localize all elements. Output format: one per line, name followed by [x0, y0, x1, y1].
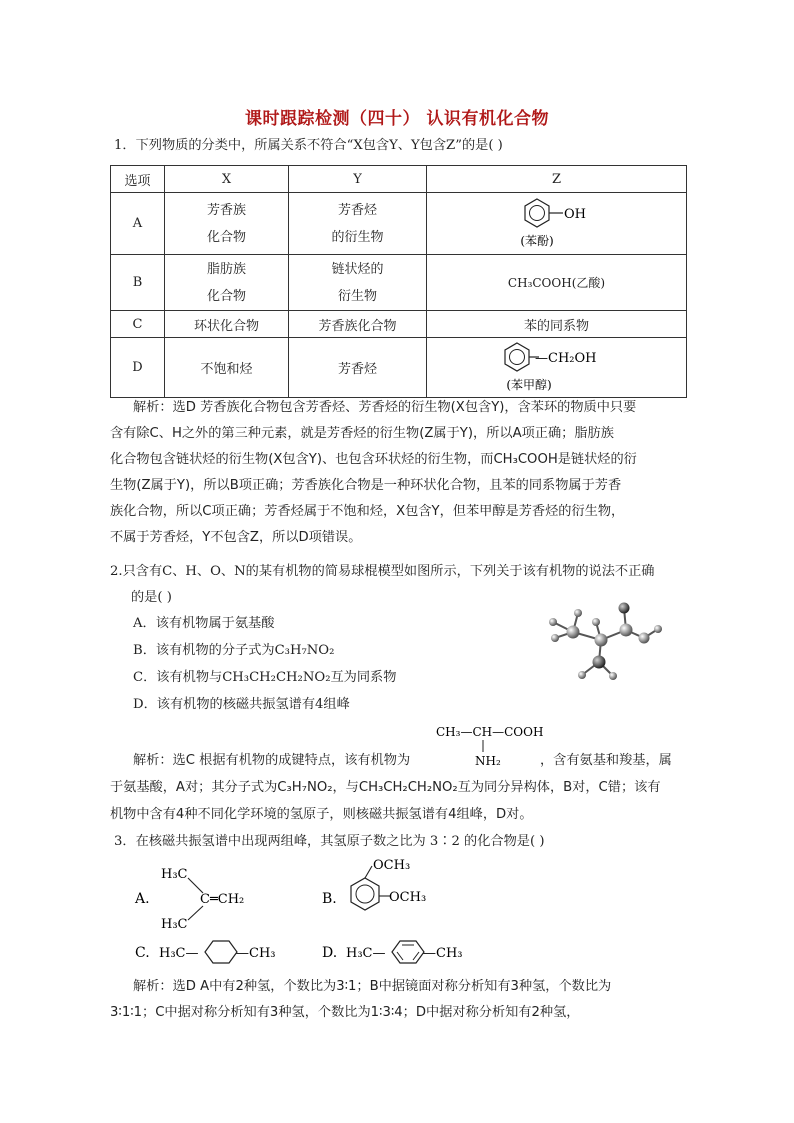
q2-option-d: D．该有机物的核磁共振氢谱有4组峰 — [133, 697, 350, 712]
q3-option-a-structure — [133, 856, 283, 936]
y-line1: 链状烃的 — [331, 261, 384, 277]
analysis-line: 3∶1∶1；C中据对称分析知有3种氢，个数比为1∶3∶4；D中据对称分析知有2种氢， — [110, 1005, 580, 1020]
q2-option-a: A．该有机物属于氨基酸 — [133, 616, 275, 631]
oxygen-atom — [619, 603, 630, 614]
header-cell: 选项 — [111, 166, 165, 193]
x-line2: 化合物 — [206, 288, 246, 304]
analysis-line: 解析：选C 根据有机物的成键特点，该有机物为 — [133, 753, 411, 768]
y-line2: 衍生物 — [337, 288, 377, 304]
q2-stem: 2.只含有C、H、O、N的某有机物的简易球棍模型如图所示，下列关于该有机物的说法不正确 — [110, 564, 655, 579]
option-cell: A — [111, 193, 165, 255]
x-line2: 化合物 — [206, 229, 246, 245]
header-cell: Y — [289, 166, 427, 193]
phenol-name: (苯酚) — [519, 233, 554, 248]
y-line1: 芳香烃 — [337, 202, 377, 218]
methoxy-group: OCH₃ — [389, 890, 427, 905]
table-row — [111, 193, 687, 255]
x-line1: 芳香族 — [206, 202, 246, 218]
nitrogen-atom — [593, 656, 606, 669]
carbon-atom — [620, 624, 633, 637]
q3-option-d-structure — [320, 936, 480, 970]
methoxy-group: OCH₃ — [373, 858, 411, 873]
hydrogen-atom — [654, 625, 662, 633]
phenol-oh-label: OH — [563, 206, 586, 222]
benzyl-alcohol-name: (苯甲醇) — [505, 377, 552, 392]
q2-stem: 的是( ) — [131, 590, 172, 605]
x-cell — [165, 193, 289, 255]
option-label: D. — [322, 945, 338, 961]
ball-and-stick-model — [540, 600, 670, 688]
analysis-line: 含有除C、H之外的第三种元素，就是芳香烃的衍生物(Z属于Y)，所以A项正确；脂肪族 — [110, 426, 614, 441]
alkene-carbon: C═CH₂ — [200, 892, 245, 907]
q3-option-c-structure — [133, 936, 293, 970]
analysis-line: 不属于芳香烃，Y不包含Z，所以D项错误。 — [110, 530, 362, 545]
alanine-structure — [436, 722, 548, 770]
q2-option-c: C．该有机物与CH₃CH₂CH₂NO₂互为同系物 — [133, 670, 397, 685]
z-cell — [427, 193, 687, 255]
analysis-line: 于氨基酸，A对；其分子式为C₃H₇NO₂，与CH₃CH₂CH₂NO₂互为同分异构体，B对，C错；该有 — [110, 780, 661, 795]
methyl-group: —CH₃ — [236, 946, 276, 961]
table-row — [111, 311, 687, 338]
x-cell: 不饱和烃 — [165, 338, 289, 398]
option-label: C. — [135, 945, 150, 961]
z-cell — [427, 338, 687, 398]
y-cell: 芳香烃 — [289, 338, 427, 398]
oxygen-atom — [639, 633, 650, 644]
analysis-line: ，含有氨基和羧基，属 — [540, 753, 672, 768]
analysis-line: 生物(Z属于Y)，所以B项正确；芳香族化合物是一种环状化合物，且苯的同系物属于芳香 — [110, 478, 622, 493]
z-cell: 苯的同系物 — [427, 311, 687, 338]
benzyl-alcohol-structure — [487, 339, 627, 393]
analysis-line: 解析：选D 芳香族化合物包含芳香烃、芳香烃的衍生物(X包含Y)，含苯环的物质中只要 — [133, 400, 637, 415]
alanine-amino-group: NH₂ — [475, 754, 501, 768]
carbon-atom — [595, 634, 608, 647]
header-cell: X — [165, 166, 289, 193]
q3-stem: 3．在核磁共振氢谱中出现两组峰，其氢原子数之比为 3∶2 的化合物是( ) — [114, 834, 545, 849]
carbon-atom — [567, 626, 580, 639]
z-cell: CH₃COOH(乙酸) — [427, 255, 687, 311]
y-cell — [289, 193, 427, 255]
methyl-group: H₃C— — [159, 946, 199, 961]
methyl-group: —CH₃ — [423, 946, 463, 961]
analysis-line: 解析：选D A中有2种氢，个数比为3∶1；B中据镜面对称分析知有3种氢，个数比为 — [133, 979, 612, 994]
alanine-main-chain: CH₃—CH—COOH — [436, 725, 544, 739]
classification-table — [110, 165, 687, 398]
table-row — [111, 338, 687, 398]
option-cell: C — [111, 311, 165, 338]
phenol-structure — [497, 195, 617, 249]
methyl-group: H₃C— — [346, 946, 386, 961]
y-cell — [289, 255, 427, 311]
analysis-line: 族化合物，所以C项正确；芳香烃属于不饱和烃，X包含Y，但苯甲醇是芳香烃的衍生物， — [110, 504, 625, 519]
x-cell: 环状化合物 — [165, 311, 289, 338]
methyl-group: H₃C — [161, 917, 188, 932]
table-header-row — [111, 166, 687, 193]
header-cell: Z — [427, 166, 687, 193]
hydrogen-atom — [574, 609, 582, 617]
page-title: 课时跟踪检测（四十） 认识有机化合物 — [245, 109, 549, 129]
q3-option-b-structure — [320, 852, 460, 936]
q1-stem: 1．下列物质的分类中，所属关系不符合“X包含Y、Y包含Z”的是( ) — [114, 138, 503, 153]
analysis-line: 化合物包含链状烃的衍生物(X包含Y)、也包含环状烃的衍生物，而CH₃COOH是链状烃的衍 — [110, 452, 637, 467]
q2-option-b: B．该有机物的分子式为C₃H₇NO₂ — [133, 643, 335, 658]
x-line1: 脂肪族 — [206, 261, 246, 277]
methyl-group: H₃C — [161, 867, 188, 882]
analysis-line: 机物中含有4种不同化学环境的氢原子，则核磁共振氢谱有4组峰，D对。 — [110, 807, 533, 822]
option-cell: B — [111, 255, 165, 311]
benzyl-ch2oh-label: —CH₂OH — [534, 350, 596, 366]
option-label: B. — [322, 891, 337, 907]
hydrogen-atom — [549, 618, 557, 626]
option-label: A. — [135, 891, 150, 907]
table-row — [111, 255, 687, 311]
x-cell — [165, 255, 289, 311]
y-line2: 的衍生物 — [331, 229, 384, 245]
hydrogen-atom — [609, 672, 617, 680]
hydrogen-atom — [578, 671, 586, 679]
y-cell: 芳香族化合物 — [289, 311, 427, 338]
hydrogen-atom — [592, 618, 600, 626]
hydrogen-atom — [551, 634, 559, 642]
option-cell: D — [111, 338, 165, 398]
